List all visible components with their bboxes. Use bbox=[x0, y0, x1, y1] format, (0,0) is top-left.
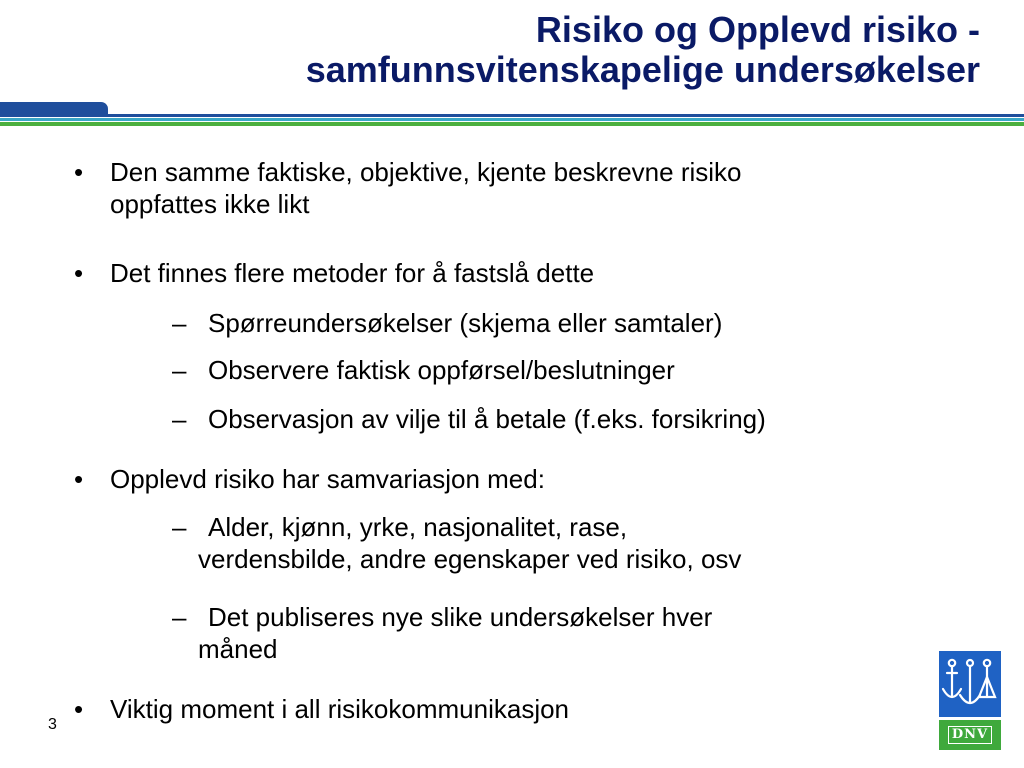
bullet-text bbox=[110, 156, 960, 220]
sub-item-marker: – bbox=[172, 602, 187, 632]
sub-item-text: Observasjon av vilje til å betale (f.eks. forsikring) bbox=[208, 404, 766, 434]
bullet-marker: • bbox=[74, 694, 84, 724]
sub-item-text: Spørreundersøkelser (skjema eller samtaler) bbox=[208, 308, 723, 338]
sub-item-marker: – bbox=[172, 512, 187, 542]
bullet-text-line: Den samme faktiske, objektive, kjente beskrevne risiko bbox=[110, 157, 742, 187]
sub-item-text-line: måned bbox=[198, 634, 278, 664]
header-band bbox=[0, 102, 1024, 128]
sub-item-marker: – bbox=[172, 404, 187, 434]
sub-item-text-line: verdensbilde, andre egenskaper ved risiko, osv bbox=[198, 544, 742, 574]
header-band-cyan-line bbox=[0, 118, 1024, 121]
bullet-marker: • bbox=[74, 464, 84, 494]
bullet-text: Det finnes flere metoder for å fastslå dette bbox=[110, 258, 595, 288]
sub-item-marker: – bbox=[172, 308, 187, 338]
title-line-2: samfunnsvitenskapelige undersøkelser bbox=[305, 49, 980, 90]
dnv-logo-emblem bbox=[939, 651, 1001, 717]
sub-item-text bbox=[198, 511, 968, 575]
sub-item-text: Observere faktisk oppførsel/beslutninger bbox=[208, 355, 675, 385]
sub-item-text-line: Det publiseres nye slike undersøkelser hver bbox=[208, 602, 713, 632]
bullet-marker: • bbox=[74, 157, 84, 187]
header-band-green-line bbox=[0, 122, 1024, 126]
page-number: 3 bbox=[48, 716, 57, 733]
bullet-text: Viktig moment i all risikokommunikasjon bbox=[110, 694, 570, 724]
sub-item-text bbox=[198, 601, 968, 665]
slide-title bbox=[80, 10, 980, 90]
anchor-icon bbox=[939, 651, 1001, 717]
bullet-text: Opplevd risiko har samvariasjon med: bbox=[110, 464, 545, 494]
sub-item-marker: – bbox=[172, 355, 187, 385]
dnv-logo-wordmark bbox=[939, 720, 1001, 750]
title-line-1: Risiko og Opplevd risiko - bbox=[535, 9, 980, 50]
sub-item-text-line: Alder, kjønn, yrke, nasjonalitet, rase, bbox=[208, 512, 628, 542]
bullet-text-line: oppfattes ikke likt bbox=[110, 189, 310, 219]
header-band-blue-line bbox=[0, 114, 1024, 117]
dnv-logo-text: DNV bbox=[948, 726, 992, 744]
dnv-logo bbox=[939, 651, 1001, 750]
bullet-marker: • bbox=[74, 258, 84, 288]
